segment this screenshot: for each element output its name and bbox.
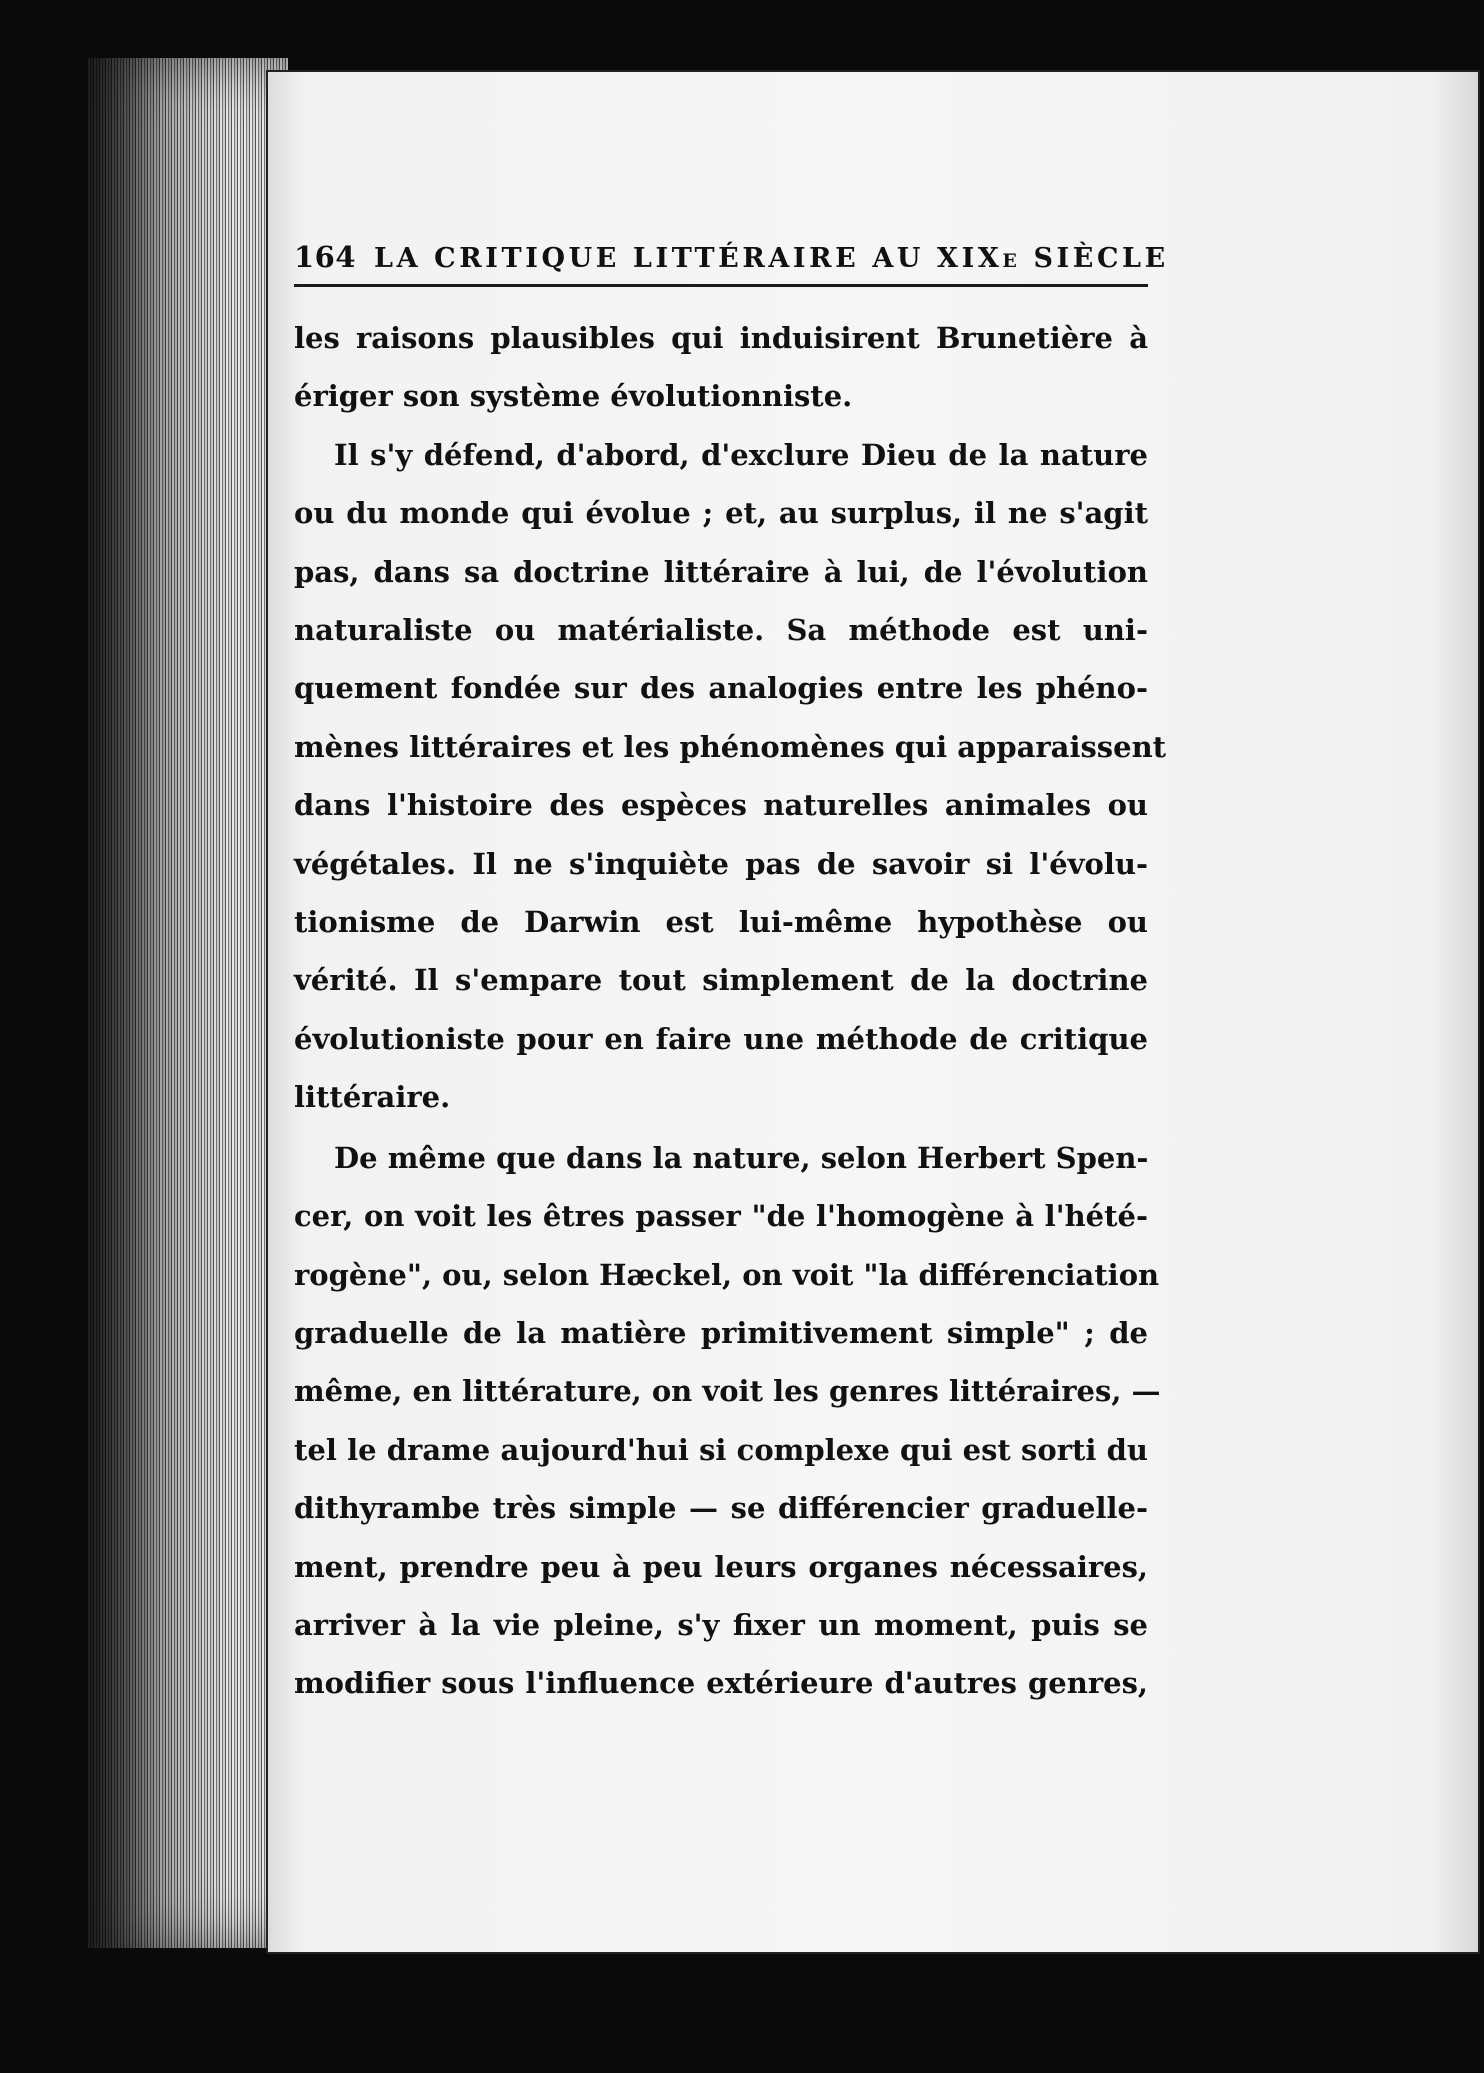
text-line: pas, dans sa doctrine littéraire à lui, de l'évolution	[294, 554, 1148, 589]
text-line: graduelle de la matière primitivement simple" ; de	[294, 1315, 1148, 1350]
paragraph-3	[294, 1129, 1161, 1713]
text-line: ment, prendre peu à peu leurs organes nécessaires,	[294, 1549, 1148, 1584]
text-line: dithyrambe très simple — se différencier graduelle-	[294, 1491, 1148, 1526]
text-line: arriver à la vie pleine, s'y fixer un moment, puis se	[294, 1607, 1148, 1642]
text-line: évolutioniste pour en faire une méthode de critique	[294, 1021, 1148, 1056]
text-line: De même que dans la nature, selon Herbert Spen-	[334, 1140, 1149, 1175]
text-line: dans l'histoire des espèces naturelles animales ou	[294, 788, 1148, 823]
text-line: tel le drame aujourd'hui si complexe qui est sorti du	[294, 1432, 1148, 1467]
paragraph-1	[294, 309, 1148, 426]
page-content	[294, 240, 1169, 1713]
body-text	[294, 309, 1167, 1713]
text-line: mènes littéraires et les phénomènes qui apparaissent	[294, 729, 1167, 764]
text-line: naturaliste ou matérialiste. Sa méthode est uni-	[294, 613, 1148, 648]
text-line: quement fondée sur des analogies entre les phéno-	[294, 671, 1148, 706]
text-line: Il s'y défend, d'abord, d'exclure Dieu de la nature	[334, 437, 1148, 472]
text-line: ou du monde qui évolue ; et, au surplus, il ne s'agit	[294, 496, 1148, 531]
text-line: modifier sous l'influence extérieure d'autres genres,	[294, 1666, 1148, 1701]
page-number: 164	[294, 240, 357, 274]
text-line: même, en littérature, on voit les genres littéraires, —	[294, 1374, 1161, 1409]
running-title: LA CRITIQUE LITTÉRAIRE AU XIXe SIÈCLE	[374, 243, 1169, 274]
paragraph-2	[294, 426, 1167, 1127]
text-line: les raisons plausibles qui induisirent Brunetière à	[294, 321, 1148, 355]
text-line: tionisme de Darwin est lui-même hypothèse ou	[294, 905, 1148, 940]
text-line: littéraire.	[294, 1080, 451, 1115]
text-line: rogène", ou, selon Hæckel, on voit "la différenciation	[294, 1257, 1160, 1292]
page-edge-stack	[88, 58, 288, 1948]
text-line: vérité. Il s'empare tout simplement de la doctrine	[294, 963, 1148, 998]
running-head	[294, 240, 1169, 287]
text-line: cer, on voit les êtres passer "de l'homogène à l'hété-	[294, 1199, 1148, 1234]
text-line: végétales. Il ne s'inquiète pas de savoir si l'évolu-	[294, 846, 1148, 881]
text-line: ériger son système évolutionniste.	[294, 379, 853, 414]
